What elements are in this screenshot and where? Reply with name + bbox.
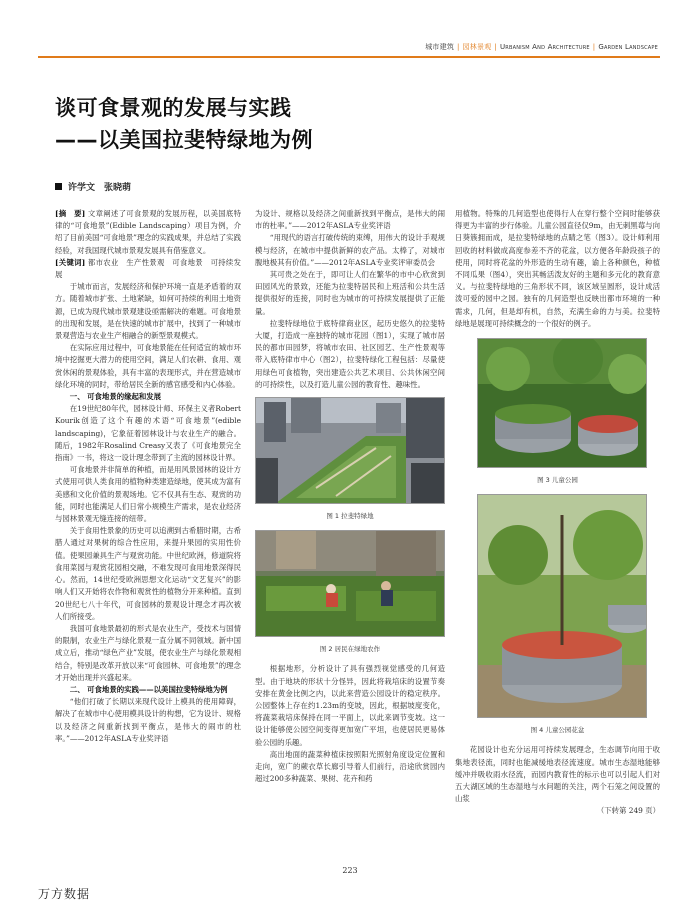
publisher-brand: 万方数据: [38, 887, 91, 901]
abstract-label: [摘 要]: [55, 209, 86, 218]
header-en-1: Urbanism And Architecture: [499, 43, 590, 51]
authors: [55, 180, 131, 193]
paragraph: 关于食用性景象的历史可以追溯到古希腊时期，古希腊人通过对果树的综合性应用，来提升果园的实用性价值。使果园兼具生产与观赏功能。中世纪欧洲，修道院将食用菜园与观赏花园相交融，不难发现可食用地景深得民心。然而，14世纪受欧洲思想文化运动“文艺复兴”的影响人们又开始将农作物和观赏性的植物分开来种植。直到20世纪七八十年代，可食园林的景观设计理念才再次被人们所接受。: [55, 526, 241, 621]
paragraph: 我国可食地景最初的形式是农业生产，受技术与国情的限制，农业生产与绿化景观一直分属不同领域。新中国成立后，推动“绿色产业”发展，使农业生产与绿化景观相结合，特别是改革开放以来“可食园林、可食地景”的理念才开始出现并兴盛起来。: [55, 623, 241, 682]
header-separator: |: [592, 43, 596, 51]
paragraph: 拉斐特绿地位于底特律商业区，起历史悠久的拉斐特大厦，打造成一座独特的城市花园（图1），实现了城市居民的都市田园梦，将城市农田、社区园艺、生产性景观等带入底特律市中心（图2），拉斐特绿化工程包括：尽量使用绿色可食植物，突出建造公共艺术项目、公共休闲空间的可持续性，以及打造儿童公园的教育性、趣味性。: [255, 318, 445, 389]
paragraph: 花园设计也充分运用可持续发展理念，生态调节向用于收集地表径流，同时也能减缓地表径流速度。城市生态湿地能够缓冲并吸收雨水径流，而园内教育性的标示也可以引起人们对五大湖区域的生态湿地与水问题的关注，两个石笼之间设置的山浆: [455, 745, 660, 804]
figure-4-planters-photo: [477, 494, 647, 718]
title-line-2: ——以美国拉斐特绿地为例: [55, 128, 313, 152]
paragraph: 高出地面的蔬菜种植床按照阳光照射角度设定位置和走向，宽广的蕨衣草长廊引导着人们前行，沿途欣赏园内超过200多种蔬菜、果树、花卉和药: [255, 749, 445, 784]
title-line-1: 谈可食景观的发展与实践: [55, 96, 292, 120]
paragraph: 根据地形，分析设计了具有强烈视觉感受的几何造型。由于地块的形状十分怪异，因此将栽培床的设置节奏安排在黄金比例之内，以此来营造公园设计的稳定秩序。公园整体上存在约1.23m的变坡，因此，根据坡度变化，将蔬菜栽培床保持在同一平面上，以此来调节变坡。这一设计能够使公园空间变得更加宽广平坦，也使居民更易体验公园的乐趣。: [255, 664, 445, 747]
header-section: 城市建筑: [425, 43, 455, 51]
header-en-2: Garden Landscape: [598, 43, 658, 51]
paragraph: 为设计、规格以及经济之间重新找到平衡点，是伟大的闹市的杜率。”——2012年ASLA专业奖评语: [255, 209, 445, 231]
column-3: [455, 208, 660, 848]
paragraph: 其可贵之处在于，即可让人们在繁华的市中心欣赏到田园风光的景致，还能为拉斐特居民和上班活和公共生活提供很好的连接，同时也为城市的可持续发展提供了正能量。: [255, 270, 445, 316]
author-names: 许学文 张晓萌: [68, 183, 132, 193]
paragraph: 在实际应用过程中，可食地景能在任何适宜的城市环境中挖掘更大潜力的使用空间，满足人们农耕、食用、观赏休闲的景观体验，具有丰富的表现形式，并在营造城市绿化环境的同时，带给居民全新的感官感受和内心体验。: [55, 343, 241, 389]
abstract-text: 文章阐述了可食景观的发展历程，以美国底特律的“可食地景”(Edible Landscaping）项目为例，介绍了目前美国“可食地景”理念的实践成果，并总结了实践经验，对我国现代城市景观发展具有借鉴意义。: [55, 209, 241, 255]
figure-2-caption: 图 2 居民在绿地农作: [319, 645, 381, 654]
figure-4-caption: 图 4 儿童公园花盆: [530, 726, 585, 735]
figure-3-caption: 图 3 儿童公园: [537, 476, 578, 485]
abstract: [55, 208, 241, 257]
paragraph: 用植物。特殊的几何造型也使得行人在穿行整个空间时能够获得更为丰富的步行体验。儿童公园直径仅9m，由无刺黑莓与向日葵簇拥而成，是拉斐特绿地的点睛之笔（图3）。设计师利用回收的材料做成高度参差不齐的花盆，以方便各年龄段孩子的使用，同时将花盆的外形造的生动有趣，谕上各种颜色，种植不同瓜果（图4），突出其畅活泼友好的主题和多元化的教育意义。与拉斐特绿地的三角形状不同，该区域呈圆形，设计成活泼可爱的园中之园。独有的几何造型也反映出都市环境的一种需求，几何，但是却有机，自然，充满生命的力与美。拉斐特绿地是展现可持续概念的一个很好的例子。: [455, 209, 660, 328]
paragraph: “他们打破了长期以来现代设计上模具的使用障碍，解决了在城市中心使用模具设计的构想，它为设计、规格以及经济之间重新找到平衡点，是伟大的闹市的杜率。”——2012年ASLA专业奖评语: [55, 697, 241, 743]
header-separator: |: [494, 43, 497, 51]
paragraph: “用现代的语言打破传统的束缚，用伟大的设计手观规模与经济，在城市中提供新鲜的农产品。太棒了，对城市腹地极其有价值。”——2012年ASLA专业奖评审委员会: [255, 233, 445, 267]
keywords: [55, 257, 241, 281]
running-header: [425, 42, 658, 52]
section-heading-1: 一、 可食地景的缘起和发展: [69, 392, 162, 402]
figure-3-childrens-garden-photo: [477, 338, 647, 468]
keywords-label: [关键词]: [55, 257, 86, 267]
paragraph: 于城市而言，发展经济和保护环境一直是矛盾着的双方。随着城市扩张、土地紧缺，如何可持续的利用土地资源，已成为现代城市景观建设亟需解决的难题。可食地景的出现和发展，是在快速的城市扩展中，找到了一种城市景观营造与农业生产相融合的新型景观模式。: [55, 282, 241, 341]
figure-2-gardening-photo: [255, 530, 445, 637]
header-rule: [38, 56, 660, 58]
figure-1-caption: 图 1 拉斐特绿地: [326, 512, 374, 521]
article-title: [55, 92, 313, 156]
bullet-square-icon: [55, 183, 62, 190]
figure-1-aerial-photo: [255, 397, 445, 504]
continuation-note: （下转第 249 页）: [596, 806, 660, 816]
column-2: [255, 208, 445, 848]
column-1: [55, 208, 241, 848]
paragraph: 在19世纪80年代，园林设计师、环保主义者Robert Kourik创造了这个有趣的术语“可食地景”(edible landscaping)，它象征着园林设计与农业生产的融合。随后，1982年Rosalind Creasy又表了《可食地景完全指南》一书，将这一设计理念带到了主流的园林设计界。: [55, 404, 241, 463]
header-subsection: 园林景观: [462, 43, 492, 51]
header-separator: |: [457, 43, 460, 51]
page-number: 223: [342, 866, 358, 875]
keywords-text: 都市农业 生产性景观 可食地景 可持续发展: [55, 257, 241, 280]
section-heading-2: 二、 可食地景的实践——以美国拉斐特绿地为例: [69, 684, 228, 694]
paragraph: 可食地景并非简单的种植，而是用风景园林的设计方式使用可供人类食用的植物种类建造绿地，使其成为富有美感和文化价值的景观场地。它不仅具有生态、观赏的功能，同时也能满足人们日常小规模生产需求，是农业经济与园林景观无缝连接的纽带。: [55, 465, 241, 524]
